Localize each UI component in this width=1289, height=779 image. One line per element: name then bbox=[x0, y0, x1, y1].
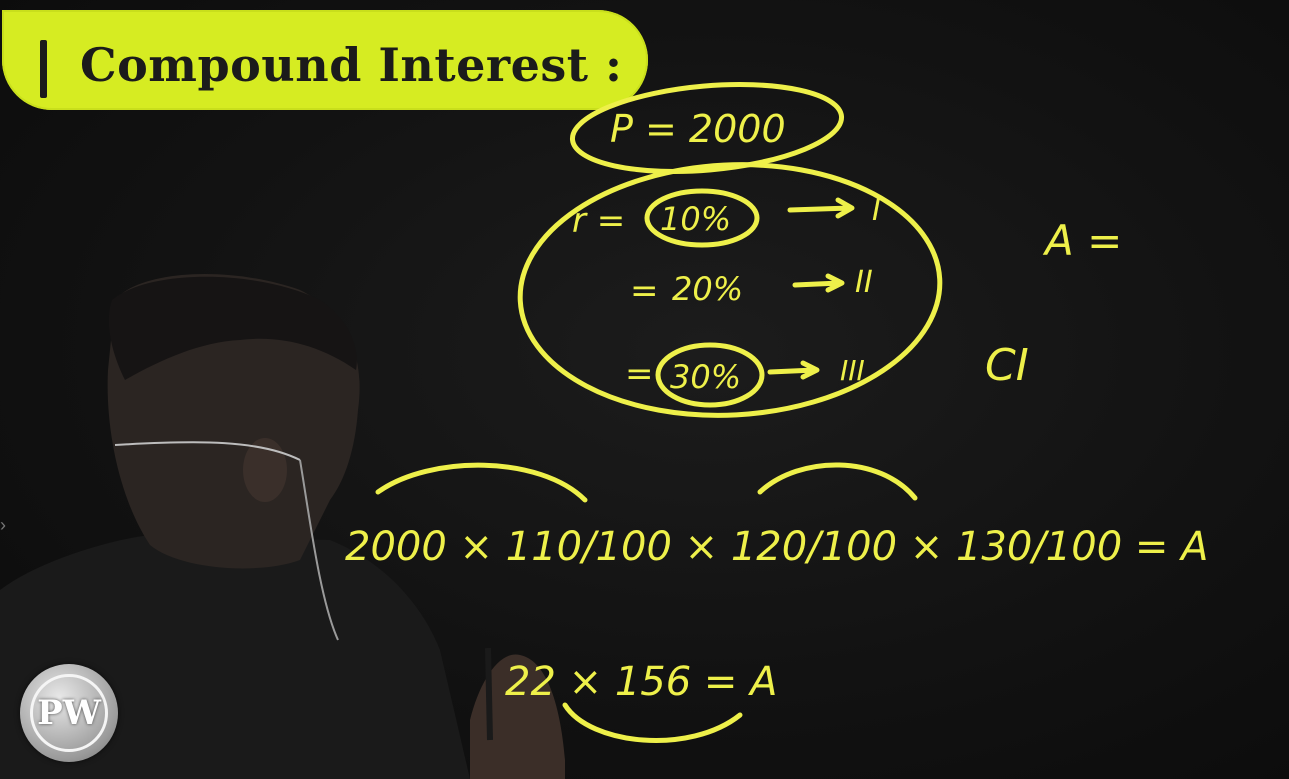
cancel-arc-3 bbox=[565, 705, 740, 740]
principal-text: P = 2000 bbox=[610, 107, 786, 151]
arrow-1 bbox=[790, 200, 852, 216]
cancel-arc-2 bbox=[760, 465, 915, 498]
pw-logo-text: PW bbox=[30, 674, 108, 752]
year-1: I bbox=[872, 193, 881, 228]
ci-label: CI bbox=[985, 340, 1029, 391]
chevron-right-icon: › bbox=[0, 515, 6, 535]
rate-value-2: 20% bbox=[672, 270, 744, 308]
page-title: Compound Interest : bbox=[80, 38, 623, 92]
year-3: III bbox=[840, 354, 865, 387]
amount-label: A = bbox=[1045, 216, 1123, 265]
reduced-equation: 22 × 156 = A bbox=[505, 659, 778, 705]
arrow-3 bbox=[770, 363, 817, 377]
rate-value-3: 30% bbox=[670, 358, 742, 396]
pw-logo bbox=[20, 664, 118, 762]
rate-value-1: 10% bbox=[660, 200, 732, 238]
rate-label-2: = bbox=[630, 271, 659, 311]
cancel-arc-1 bbox=[378, 465, 585, 500]
rate-label-1: r = bbox=[572, 201, 626, 241]
arrow-2 bbox=[795, 276, 842, 290]
main-equation: 2000 × 110/100 × 120/100 × 130/100 = A bbox=[345, 524, 1209, 570]
rate-label-3: = bbox=[625, 354, 654, 394]
year-2: II bbox=[855, 265, 873, 300]
